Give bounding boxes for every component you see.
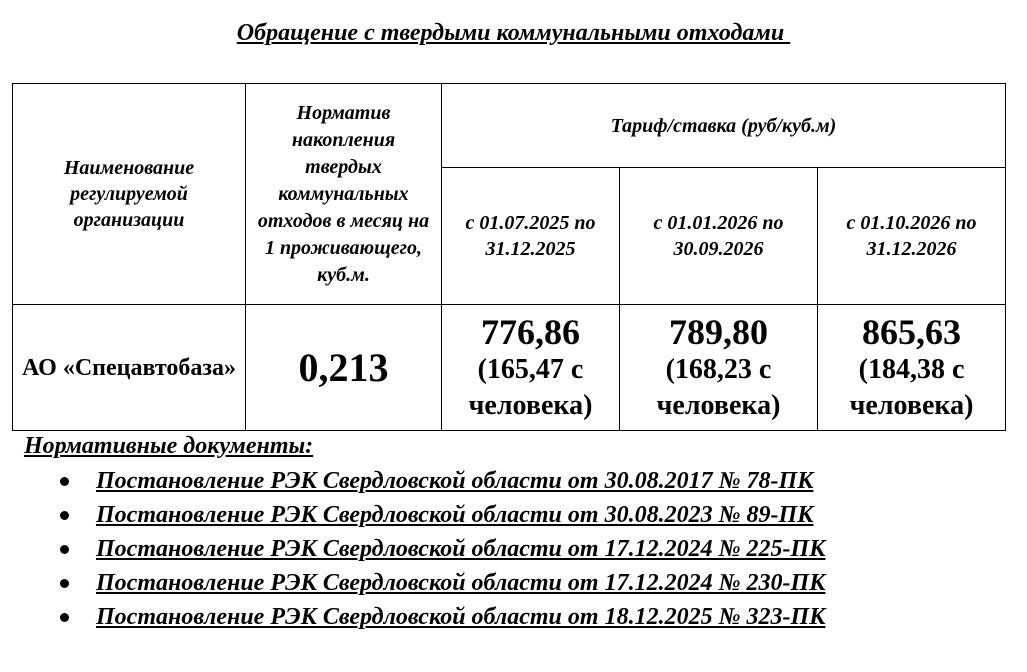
document-link-1[interactable]: Постановление РЭК Свердловской области от 30.08.2017 № 78-ПК — [96, 468, 814, 494]
header-tariff-group: Тариф/ставка (руб/куб.м) — [442, 84, 1006, 168]
bullet-icon — [60, 613, 69, 622]
header-norm: Норматив накопления твердых коммунальных отходов в месяц на 1 проживающего, куб.м. — [246, 84, 442, 305]
header-period-2: с 01.01.2026 по 30.09.2026 — [620, 168, 818, 305]
header-period-3: с 01.10.2026 по 31.12.2026 — [818, 168, 1006, 305]
header-organization: Наименование регулируемой организации — [13, 84, 246, 305]
tariff-per-person: (184,38 с человека) — [849, 353, 974, 421]
table-row — [13, 305, 1006, 431]
tariff-price: 789,80 — [669, 311, 768, 352]
bullet-icon — [60, 477, 69, 486]
tariff-price: 865,63 — [862, 311, 962, 352]
tariff-per-person: (165,47 с человека) — [468, 353, 593, 421]
header-period-1: с 01.07.2025 по 31.12.2025 — [442, 168, 620, 305]
tariff-cell-1 — [442, 305, 620, 431]
bullet-icon — [60, 579, 69, 588]
tariff-table — [12, 83, 1006, 431]
tariff-price: 776,86 — [481, 311, 580, 352]
organization-name: АО «Спецавтобаза» — [13, 305, 246, 431]
tariff-per-person: (168,23 с человека) — [656, 353, 781, 421]
document-link-5[interactable]: Постановление РЭК Свердловской области от 18.12.2025 № 323-ПК — [96, 604, 826, 630]
page-title: Обращение с твердыми коммунальными отходами — [236, 20, 791, 46]
document-link-2[interactable]: Постановление РЭК Свердловской области от 30.08.2023 № 89-ПК — [96, 502, 814, 528]
tariff-cell-2 — [620, 305, 818, 431]
tariff-cell-3 — [818, 305, 1006, 431]
document-link-3[interactable]: Постановление РЭК Свердловской области от 17.12.2024 № 225-ПК — [96, 536, 826, 562]
bullet-icon — [60, 511, 69, 520]
document-link-4[interactable]: Постановление РЭК Свердловской области от 17.12.2024 № 230-ПК — [96, 570, 826, 596]
bullet-icon — [60, 545, 69, 554]
norm-value: 0,213 — [246, 305, 442, 431]
documents-heading: Нормативные документы: — [24, 433, 314, 459]
